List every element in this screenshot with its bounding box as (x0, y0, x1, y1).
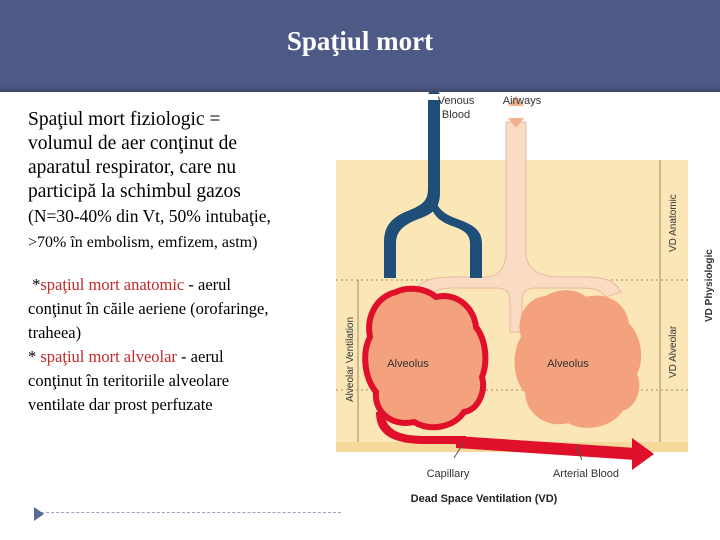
footer-divider (36, 512, 341, 513)
title-bar (0, 0, 720, 92)
anatomic-definition (28, 273, 328, 417)
vd-alveolar-label: VD Alveolar (668, 325, 679, 378)
body-line-5: (N=30-40% din Vt, 50% intubaţie, (28, 206, 271, 226)
body-line-3: aparatul respirator, care nu (28, 157, 237, 178)
slide-title-text: Spaţiul mort (286, 26, 434, 56)
slide-nav-arrow-icon[interactable] (32, 506, 46, 527)
body-line-2: volumul de aer conţinut de (28, 133, 238, 154)
anatomic-term: spaţiul mort anatomic (40, 275, 185, 294)
venous-label-line2: Blood (441, 109, 471, 121)
body-line-4: participă la schimbul gazos (28, 181, 241, 202)
anatomic-rest-3: traheea) (28, 323, 82, 342)
alveolus-left-label: Alveolus (387, 358, 429, 370)
alveolar-ventilation-label: Alveolar Ventilation (345, 316, 356, 402)
slide-title (0, 26, 720, 57)
capillary-label: Capillary (426, 468, 470, 480)
alveolar-rest-1: - aerul (176, 347, 224, 366)
vd-physiologic-label: VD Physiologic (704, 249, 715, 322)
alveolar-term: spaţiul mort alveolar (40, 347, 177, 366)
anatomic-prefix: * (28, 275, 41, 294)
anatomic-rest-1: - aerul (184, 275, 231, 294)
alveolar-rest-2: conţinut în teritoriile alveolare (28, 371, 230, 390)
alveolar-rest-3: ventilate dar prost perfuzate (28, 395, 213, 414)
vd-anatomic-label: VD Anatomic (668, 194, 679, 252)
body-line-1: Spaţiul mort fiziologic = (28, 109, 221, 130)
slide-body (28, 108, 328, 417)
anatomic-rest-2: conţinut în căile aeriene (orofaringe, (28, 299, 269, 318)
airways-label: Airways (502, 95, 542, 107)
alveolar-prefix: * (28, 347, 41, 366)
diagram-caption: Dead Space Ventilation (VD) (410, 493, 558, 505)
body-line-6: >70% în embolism, emfizem, astm) (28, 234, 258, 251)
venous-label-line1: Venous (437, 95, 475, 107)
alveolus-right-label: Alveolus (547, 358, 589, 370)
venous-arrow-icon (428, 92, 440, 94)
dead-space-diagram (336, 92, 720, 512)
arterial-label: Arterial Blood (552, 468, 620, 480)
